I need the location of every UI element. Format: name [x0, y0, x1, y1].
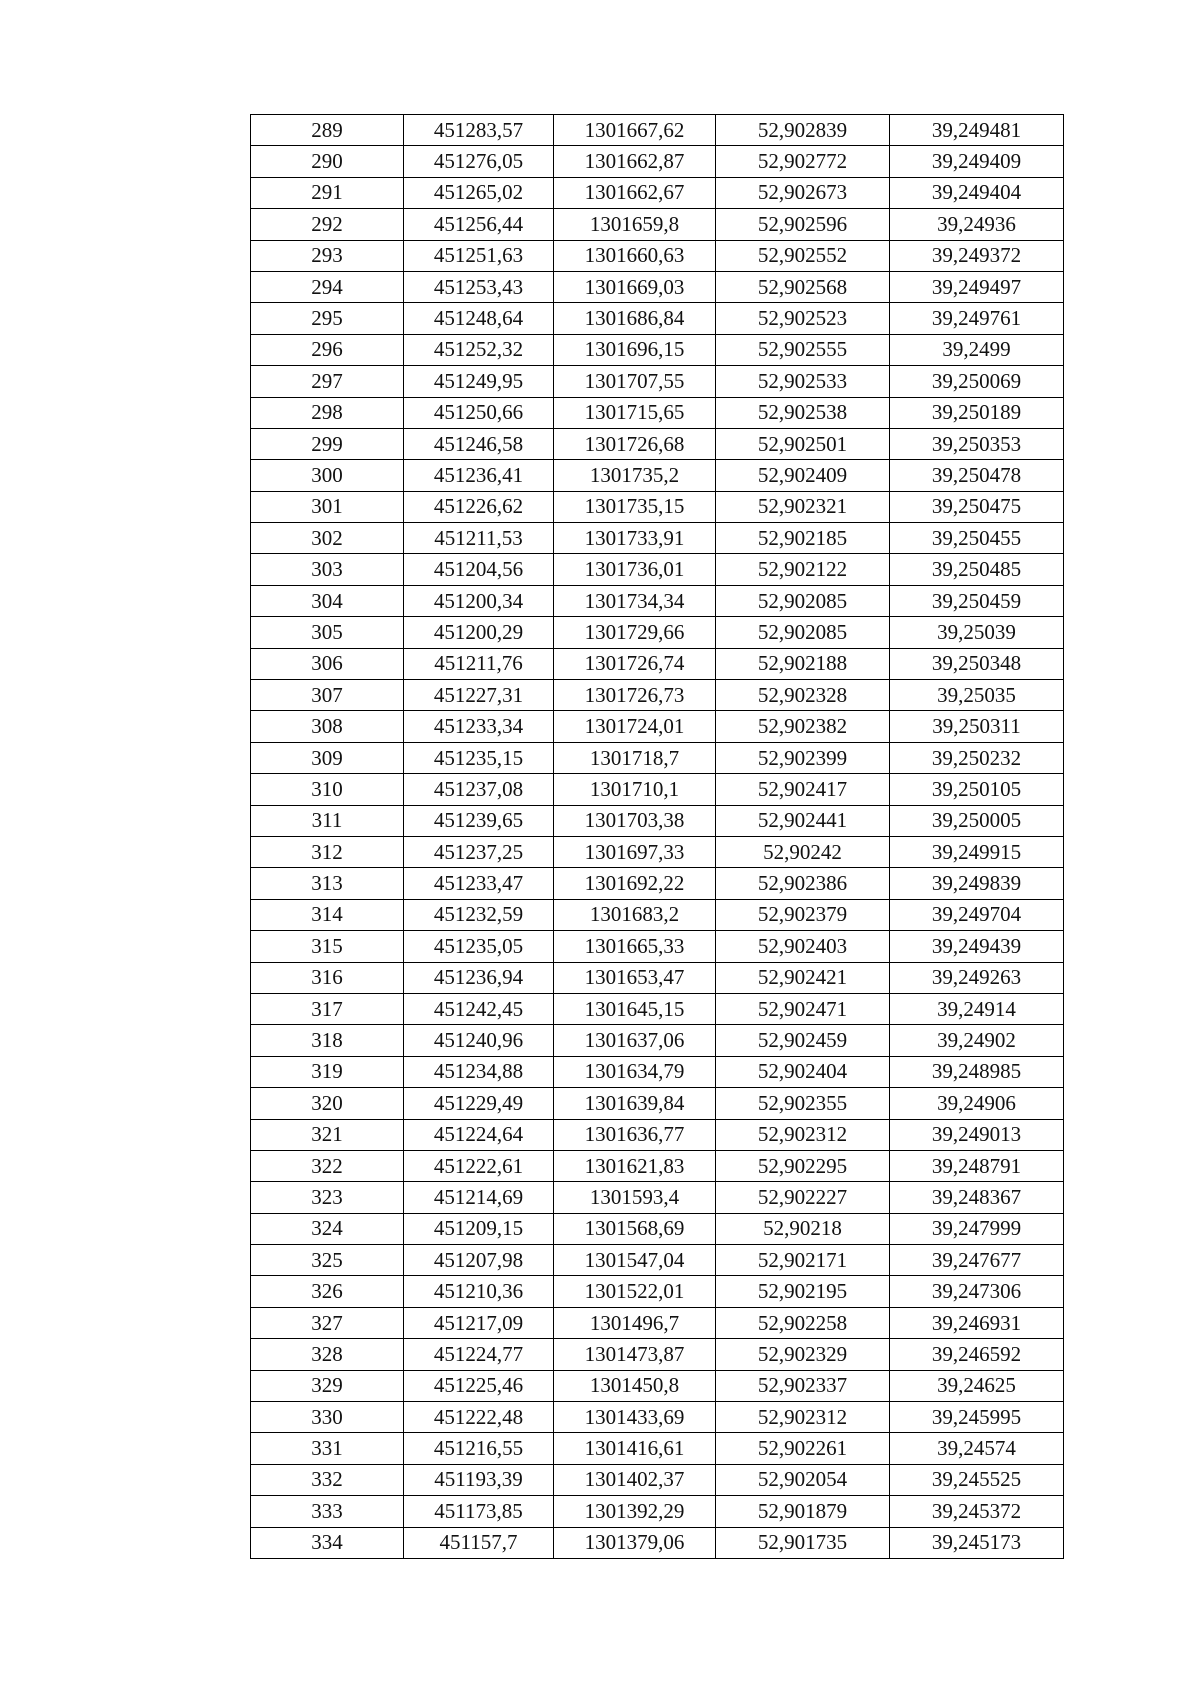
longitude-cell: 39,248367	[890, 1182, 1064, 1213]
longitude-cell: 39,25039	[890, 617, 1064, 648]
latitude-cell: 52,902386	[716, 868, 890, 899]
table-row	[251, 271, 1064, 302]
longitude-cell: 39,245525	[890, 1464, 1064, 1495]
y-coordinate-cell: 1301433,69	[554, 1402, 716, 1433]
y-coordinate-cell: 1301645,15	[554, 993, 716, 1024]
latitude-cell: 52,902085	[716, 617, 890, 648]
latitude-cell: 52,902772	[716, 146, 890, 177]
longitude-cell: 39,250005	[890, 805, 1064, 836]
latitude-cell: 52,902568	[716, 271, 890, 302]
x-coordinate-cell: 451222,48	[404, 1402, 554, 1433]
latitude-cell: 52,902122	[716, 554, 890, 585]
longitude-cell: 39,249839	[890, 868, 1064, 899]
longitude-cell: 39,249761	[890, 303, 1064, 334]
x-coordinate-cell: 451217,09	[404, 1307, 554, 1338]
table-row	[251, 1307, 1064, 1338]
longitude-cell: 39,250459	[890, 585, 1064, 616]
x-coordinate-cell: 451235,05	[404, 931, 554, 962]
latitude-cell: 52,902261	[716, 1433, 890, 1464]
table-row	[251, 240, 1064, 271]
latitude-cell: 52,902552	[716, 240, 890, 271]
longitude-cell: 39,250478	[890, 460, 1064, 491]
y-coordinate-cell: 1301634,79	[554, 1056, 716, 1087]
longitude-cell: 39,247677	[890, 1245, 1064, 1276]
latitude-cell: 52,902409	[716, 460, 890, 491]
point-number-cell: 327	[251, 1307, 404, 1338]
latitude-cell: 52,902295	[716, 1150, 890, 1181]
longitude-cell: 39,249263	[890, 962, 1064, 993]
x-coordinate-cell: 451210,36	[404, 1276, 554, 1307]
latitude-cell: 52,902538	[716, 397, 890, 428]
y-coordinate-cell: 1301729,66	[554, 617, 716, 648]
table-row	[251, 993, 1064, 1024]
latitude-cell: 52,902258	[716, 1307, 890, 1338]
x-coordinate-cell: 451236,41	[404, 460, 554, 491]
longitude-cell: 39,249409	[890, 146, 1064, 177]
latitude-cell: 52,902054	[716, 1464, 890, 1495]
point-number-cell: 317	[251, 993, 404, 1024]
point-number-cell: 314	[251, 899, 404, 930]
latitude-cell: 52,902421	[716, 962, 890, 993]
table-row	[251, 1088, 1064, 1119]
y-coordinate-cell: 1301568,69	[554, 1213, 716, 1244]
x-coordinate-cell: 451234,88	[404, 1056, 554, 1087]
y-coordinate-cell: 1301450,8	[554, 1370, 716, 1401]
latitude-cell: 52,902596	[716, 209, 890, 240]
latitude-cell: 52,902171	[716, 1245, 890, 1276]
y-coordinate-cell: 1301496,7	[554, 1307, 716, 1338]
point-number-cell: 295	[251, 303, 404, 334]
longitude-cell: 39,249404	[890, 177, 1064, 208]
longitude-cell: 39,250475	[890, 491, 1064, 522]
table-row	[251, 899, 1064, 930]
y-coordinate-cell: 1301593,4	[554, 1182, 716, 1213]
table-row	[251, 397, 1064, 428]
table-row	[251, 931, 1064, 962]
point-number-cell: 304	[251, 585, 404, 616]
y-coordinate-cell: 1301662,87	[554, 146, 716, 177]
y-coordinate-cell: 1301683,2	[554, 899, 716, 930]
y-coordinate-cell: 1301667,62	[554, 115, 716, 146]
longitude-cell: 39,250353	[890, 428, 1064, 459]
latitude-cell: 52,901735	[716, 1527, 890, 1558]
y-coordinate-cell: 1301735,15	[554, 491, 716, 522]
point-number-cell: 324	[251, 1213, 404, 1244]
y-coordinate-cell: 1301726,74	[554, 648, 716, 679]
x-coordinate-cell: 451200,29	[404, 617, 554, 648]
point-number-cell: 299	[251, 428, 404, 459]
longitude-cell: 39,2499	[890, 334, 1064, 365]
table-row	[251, 1433, 1064, 1464]
x-coordinate-cell: 451248,64	[404, 303, 554, 334]
x-coordinate-cell: 451233,47	[404, 868, 554, 899]
longitude-cell: 39,249915	[890, 836, 1064, 867]
table-row	[251, 1464, 1064, 1495]
longitude-cell: 39,24914	[890, 993, 1064, 1024]
x-coordinate-cell: 451225,46	[404, 1370, 554, 1401]
point-number-cell: 329	[251, 1370, 404, 1401]
longitude-cell: 39,250232	[890, 742, 1064, 773]
y-coordinate-cell: 1301733,91	[554, 523, 716, 554]
table-row	[251, 836, 1064, 867]
table-row	[251, 617, 1064, 648]
y-coordinate-cell: 1301659,8	[554, 209, 716, 240]
longitude-cell: 39,248791	[890, 1150, 1064, 1181]
y-coordinate-cell: 1301736,01	[554, 554, 716, 585]
point-number-cell: 312	[251, 836, 404, 867]
y-coordinate-cell: 1301669,03	[554, 271, 716, 302]
coordinates-table	[250, 114, 1064, 1559]
y-coordinate-cell: 1301416,61	[554, 1433, 716, 1464]
longitude-cell: 39,246592	[890, 1339, 1064, 1370]
latitude-cell: 52,902555	[716, 334, 890, 365]
table-row	[251, 711, 1064, 742]
y-coordinate-cell: 1301522,01	[554, 1276, 716, 1307]
latitude-cell: 52,902523	[716, 303, 890, 334]
y-coordinate-cell: 1301639,84	[554, 1088, 716, 1119]
table-row	[251, 460, 1064, 491]
x-coordinate-cell: 451200,34	[404, 585, 554, 616]
point-number-cell: 305	[251, 617, 404, 648]
latitude-cell: 52,902471	[716, 993, 890, 1024]
latitude-cell: 52,902185	[716, 523, 890, 554]
table-row	[251, 805, 1064, 836]
point-number-cell: 311	[251, 805, 404, 836]
longitude-cell: 39,245995	[890, 1402, 1064, 1433]
x-coordinate-cell: 451211,76	[404, 648, 554, 679]
y-coordinate-cell: 1301686,84	[554, 303, 716, 334]
point-number-cell: 296	[251, 334, 404, 365]
latitude-cell: 52,902839	[716, 115, 890, 146]
latitude-cell: 52,902403	[716, 931, 890, 962]
table-row	[251, 303, 1064, 334]
x-coordinate-cell: 451214,69	[404, 1182, 554, 1213]
longitude-cell: 39,245372	[890, 1496, 1064, 1527]
point-number-cell: 298	[251, 397, 404, 428]
point-number-cell: 331	[251, 1433, 404, 1464]
latitude-cell: 52,902329	[716, 1339, 890, 1370]
latitude-cell: 52,902404	[716, 1056, 890, 1087]
latitude-cell: 52,902501	[716, 428, 890, 459]
x-coordinate-cell: 451237,08	[404, 774, 554, 805]
x-coordinate-cell: 451157,7	[404, 1527, 554, 1558]
y-coordinate-cell: 1301710,1	[554, 774, 716, 805]
latitude-cell: 52,902459	[716, 1025, 890, 1056]
latitude-cell: 52,902533	[716, 366, 890, 397]
longitude-cell: 39,246931	[890, 1307, 1064, 1338]
table-row	[251, 177, 1064, 208]
point-number-cell: 328	[251, 1339, 404, 1370]
latitude-cell: 52,901879	[716, 1496, 890, 1527]
x-coordinate-cell: 451233,34	[404, 711, 554, 742]
table-row	[251, 1119, 1064, 1150]
point-number-cell: 318	[251, 1025, 404, 1056]
point-number-cell: 319	[251, 1056, 404, 1087]
longitude-cell: 39,249439	[890, 931, 1064, 962]
table-row	[251, 868, 1064, 899]
latitude-cell: 52,902399	[716, 742, 890, 773]
latitude-cell: 52,902328	[716, 680, 890, 711]
y-coordinate-cell: 1301379,06	[554, 1527, 716, 1558]
point-number-cell: 334	[251, 1527, 404, 1558]
y-coordinate-cell: 1301473,87	[554, 1339, 716, 1370]
y-coordinate-cell: 1301735,2	[554, 460, 716, 491]
latitude-cell: 52,902417	[716, 774, 890, 805]
table-row	[251, 1370, 1064, 1401]
table-row	[251, 585, 1064, 616]
latitude-cell: 52,902321	[716, 491, 890, 522]
x-coordinate-cell: 451227,31	[404, 680, 554, 711]
point-number-cell: 291	[251, 177, 404, 208]
y-coordinate-cell: 1301402,37	[554, 1464, 716, 1495]
point-number-cell: 322	[251, 1150, 404, 1181]
y-coordinate-cell: 1301621,83	[554, 1150, 716, 1181]
longitude-cell: 39,250069	[890, 366, 1064, 397]
y-coordinate-cell: 1301547,04	[554, 1245, 716, 1276]
y-coordinate-cell: 1301392,29	[554, 1496, 716, 1527]
x-coordinate-cell: 451239,65	[404, 805, 554, 836]
table-row	[251, 1182, 1064, 1213]
longitude-cell: 39,24906	[890, 1088, 1064, 1119]
longitude-cell: 39,249372	[890, 240, 1064, 271]
y-coordinate-cell: 1301665,33	[554, 931, 716, 962]
point-number-cell: 320	[251, 1088, 404, 1119]
point-number-cell: 289	[251, 115, 404, 146]
longitude-cell: 39,247999	[890, 1213, 1064, 1244]
y-coordinate-cell: 1301718,7	[554, 742, 716, 773]
x-coordinate-cell: 451256,44	[404, 209, 554, 240]
table-row	[251, 146, 1064, 177]
latitude-cell: 52,902337	[716, 1370, 890, 1401]
y-coordinate-cell: 1301662,67	[554, 177, 716, 208]
table-row	[251, 1245, 1064, 1276]
point-number-cell: 310	[251, 774, 404, 805]
latitude-cell: 52,902195	[716, 1276, 890, 1307]
point-number-cell: 306	[251, 648, 404, 679]
table-row	[251, 1276, 1064, 1307]
x-coordinate-cell: 451253,43	[404, 271, 554, 302]
y-coordinate-cell: 1301734,34	[554, 585, 716, 616]
table-row	[251, 742, 1064, 773]
point-number-cell: 309	[251, 742, 404, 773]
x-coordinate-cell: 451246,58	[404, 428, 554, 459]
x-coordinate-cell: 451250,66	[404, 397, 554, 428]
x-coordinate-cell: 451226,62	[404, 491, 554, 522]
x-coordinate-cell: 451265,02	[404, 177, 554, 208]
table-row	[251, 209, 1064, 240]
point-number-cell: 292	[251, 209, 404, 240]
y-coordinate-cell: 1301636,77	[554, 1119, 716, 1150]
latitude-cell: 52,902312	[716, 1119, 890, 1150]
y-coordinate-cell: 1301697,33	[554, 836, 716, 867]
point-number-cell: 307	[251, 680, 404, 711]
y-coordinate-cell: 1301660,63	[554, 240, 716, 271]
point-number-cell: 297	[251, 366, 404, 397]
table-row	[251, 774, 1064, 805]
table-row	[251, 962, 1064, 993]
x-coordinate-cell: 451229,49	[404, 1088, 554, 1119]
x-coordinate-cell: 451222,61	[404, 1150, 554, 1181]
longitude-cell: 39,245173	[890, 1527, 1064, 1558]
y-coordinate-cell: 1301715,65	[554, 397, 716, 428]
x-coordinate-cell: 451235,15	[404, 742, 554, 773]
x-coordinate-cell: 451276,05	[404, 146, 554, 177]
x-coordinate-cell: 451232,59	[404, 899, 554, 930]
y-coordinate-cell: 1301653,47	[554, 962, 716, 993]
table-row	[251, 115, 1064, 146]
y-coordinate-cell: 1301703,38	[554, 805, 716, 836]
table-row	[251, 1402, 1064, 1433]
point-number-cell: 303	[251, 554, 404, 585]
latitude-cell: 52,902673	[716, 177, 890, 208]
x-coordinate-cell: 451236,94	[404, 962, 554, 993]
longitude-cell: 39,250189	[890, 397, 1064, 428]
longitude-cell: 39,249481	[890, 115, 1064, 146]
point-number-cell: 330	[251, 1402, 404, 1433]
y-coordinate-cell: 1301692,22	[554, 868, 716, 899]
x-coordinate-cell: 451193,39	[404, 1464, 554, 1495]
y-coordinate-cell: 1301707,55	[554, 366, 716, 397]
point-number-cell: 300	[251, 460, 404, 491]
point-number-cell: 332	[251, 1464, 404, 1495]
longitude-cell: 39,25035	[890, 680, 1064, 711]
longitude-cell: 39,24936	[890, 209, 1064, 240]
table-row	[251, 1056, 1064, 1087]
longitude-cell: 39,250105	[890, 774, 1064, 805]
longitude-cell: 39,247306	[890, 1276, 1064, 1307]
x-coordinate-cell: 451237,25	[404, 836, 554, 867]
point-number-cell: 293	[251, 240, 404, 271]
x-coordinate-cell: 451173,85	[404, 1496, 554, 1527]
longitude-cell: 39,250311	[890, 711, 1064, 742]
point-number-cell: 313	[251, 868, 404, 899]
longitude-cell: 39,250455	[890, 523, 1064, 554]
longitude-cell: 39,248985	[890, 1056, 1064, 1087]
x-coordinate-cell: 451251,63	[404, 240, 554, 271]
latitude-cell: 52,902355	[716, 1088, 890, 1119]
table-row	[251, 1213, 1064, 1244]
longitude-cell: 39,250485	[890, 554, 1064, 585]
longitude-cell: 39,250348	[890, 648, 1064, 679]
longitude-cell: 39,24574	[890, 1433, 1064, 1464]
x-coordinate-cell: 451207,98	[404, 1245, 554, 1276]
point-number-cell: 301	[251, 491, 404, 522]
longitude-cell: 39,24625	[890, 1370, 1064, 1401]
point-number-cell: 321	[251, 1119, 404, 1150]
table-row	[251, 366, 1064, 397]
point-number-cell: 333	[251, 1496, 404, 1527]
table-row	[251, 1496, 1064, 1527]
x-coordinate-cell: 451209,15	[404, 1213, 554, 1244]
table-row	[251, 1150, 1064, 1181]
table-row	[251, 334, 1064, 365]
latitude-cell: 52,902312	[716, 1402, 890, 1433]
y-coordinate-cell: 1301726,73	[554, 680, 716, 711]
latitude-cell: 52,902441	[716, 805, 890, 836]
table-row	[251, 523, 1064, 554]
latitude-cell: 52,90242	[716, 836, 890, 867]
table-row	[251, 648, 1064, 679]
x-coordinate-cell: 451216,55	[404, 1433, 554, 1464]
point-number-cell: 315	[251, 931, 404, 962]
x-coordinate-cell: 451283,57	[404, 115, 554, 146]
table-row	[251, 428, 1064, 459]
coordinates-table-body	[251, 115, 1064, 1559]
y-coordinate-cell: 1301726,68	[554, 428, 716, 459]
point-number-cell: 316	[251, 962, 404, 993]
y-coordinate-cell: 1301637,06	[554, 1025, 716, 1056]
latitude-cell: 52,902382	[716, 711, 890, 742]
x-coordinate-cell: 451242,45	[404, 993, 554, 1024]
x-coordinate-cell: 451204,56	[404, 554, 554, 585]
x-coordinate-cell: 451249,95	[404, 366, 554, 397]
point-number-cell: 325	[251, 1245, 404, 1276]
table-row	[251, 1527, 1064, 1558]
point-number-cell: 323	[251, 1182, 404, 1213]
point-number-cell: 308	[251, 711, 404, 742]
longitude-cell: 39,249497	[890, 271, 1064, 302]
table-row	[251, 680, 1064, 711]
latitude-cell: 52,902379	[716, 899, 890, 930]
longitude-cell: 39,249013	[890, 1119, 1064, 1150]
x-coordinate-cell: 451211,53	[404, 523, 554, 554]
x-coordinate-cell: 451252,32	[404, 334, 554, 365]
point-number-cell: 302	[251, 523, 404, 554]
table-row	[251, 554, 1064, 585]
latitude-cell: 52,902188	[716, 648, 890, 679]
latitude-cell: 52,90218	[716, 1213, 890, 1244]
point-number-cell: 326	[251, 1276, 404, 1307]
x-coordinate-cell: 451240,96	[404, 1025, 554, 1056]
x-coordinate-cell: 451224,64	[404, 1119, 554, 1150]
longitude-cell: 39,24902	[890, 1025, 1064, 1056]
y-coordinate-cell: 1301696,15	[554, 334, 716, 365]
longitude-cell: 39,249704	[890, 899, 1064, 930]
x-coordinate-cell: 451224,77	[404, 1339, 554, 1370]
table-row	[251, 1025, 1064, 1056]
point-number-cell: 290	[251, 146, 404, 177]
latitude-cell: 52,902085	[716, 585, 890, 616]
latitude-cell: 52,902227	[716, 1182, 890, 1213]
y-coordinate-cell: 1301724,01	[554, 711, 716, 742]
point-number-cell: 294	[251, 271, 404, 302]
table-row	[251, 1339, 1064, 1370]
table-row	[251, 491, 1064, 522]
